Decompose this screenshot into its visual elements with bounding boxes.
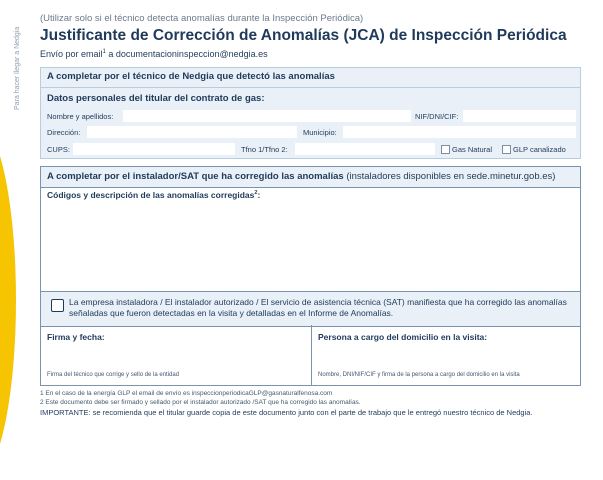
municipality-field[interactable] — [343, 126, 576, 138]
name-label: Nombre y apellidos: — [47, 112, 114, 121]
declaration-checkbox[interactable] — [51, 299, 64, 312]
codes-label-text: Códigos y descripción de las anomalías corregidas — [47, 190, 255, 200]
signature-sublabel: Firma del técnico que corrige y sello de la entidad — [47, 372, 180, 378]
installer-title-bold: A completar por el instalador/SAT que ha corregido las anomalías — [47, 171, 344, 182]
important-note: IMPORTANTE: se recomienda que el titular guarde copia de este documento junto con el parte de trabajo que le entregó nuestro técnico de Nedgia. — [40, 408, 533, 417]
installer-section — [40, 166, 581, 386]
nif-label: NIF/DNI/CIF: — [415, 112, 459, 121]
installer-title-note: (instaladores disponibles en sede.minetur.gob.es) — [346, 171, 556, 182]
decorative-yellow-arc — [0, 120, 16, 480]
declaration-block — [41, 291, 580, 327]
phone-field[interactable] — [295, 143, 435, 155]
email-address: a documentacioninspeccion@nedgia.es — [108, 49, 268, 59]
email-footnote-ref: 1 — [102, 49, 106, 55]
cups-label: CUPS: — [47, 145, 70, 154]
signature-label: Firma y fecha: — [47, 332, 105, 342]
footnote-1: 1 En el caso de la energía GLP el email de envío es inspeccionperiodicaGLP@gasnaturalfenosa.com — [40, 390, 333, 397]
footnote-2: 2 Este documento debe ser firmado y sellado por el instalador autorizado /SAT que ha corregido las anomalías. — [40, 399, 361, 406]
gas-natural-checkbox[interactable] — [441, 145, 450, 154]
person-area[interactable] — [316, 345, 578, 371]
glp-checkbox[interactable] — [502, 145, 511, 154]
cups-field[interactable] — [73, 143, 235, 155]
installer-section-header — [41, 167, 580, 188]
name-field[interactable] — [123, 110, 411, 122]
installer-section-title — [47, 171, 555, 182]
divider — [41, 87, 580, 88]
codes-label — [47, 190, 260, 200]
technician-section-title: A completar por el técnico de Nedgia que detectó las anomalías — [47, 71, 335, 82]
side-text: Para hacer llegar a Nedgia — [14, 26, 21, 110]
gas-natural-label: Gas Natural — [452, 145, 493, 154]
codes-textarea[interactable] — [45, 203, 576, 287]
codes-label-colon: : — [257, 190, 261, 200]
person-label: Persona a cargo del domicilio en la visita: — [318, 332, 488, 342]
page-title: Justificante de Corrección de Anomalías (JCA) de Inspección Periódica — [40, 27, 567, 44]
municipality-label: Municipio: — [303, 128, 337, 137]
address-label: Dirección: — [47, 128, 81, 137]
holder-data-subtitle: Datos personales del titular del contrato de gas: — [47, 93, 265, 104]
nif-field[interactable] — [463, 110, 576, 122]
signature-divider — [311, 325, 312, 385]
email-prefix: Envío por email — [40, 49, 103, 59]
declaration-text: La empresa instaladora / El instalador autorizado / El servicio de asistencia técnica (SAT) manifiesta que ha corregido las anomalías señaladas que fueron detectadas en la visita y detalladas en el Informe de Anomalías. — [69, 297, 567, 318]
technician-section — [40, 67, 581, 159]
person-sublabel: Nombre, DNI/NIF/CIF y firma de la persona a cargo del domicilio en la visita — [318, 372, 520, 378]
email-line — [40, 49, 268, 59]
phone-label: Tfno 1/Tfno 2: — [241, 145, 288, 154]
glp-label: GLP canalizado — [513, 145, 566, 154]
signature-area[interactable] — [45, 345, 307, 371]
codes-footnote-ref: 2 — [254, 190, 258, 197]
address-field[interactable] — [87, 126, 297, 138]
header-note: (Utilizar solo si el técnico detecta anomalías durante la Inspección Periódica) — [40, 13, 364, 24]
